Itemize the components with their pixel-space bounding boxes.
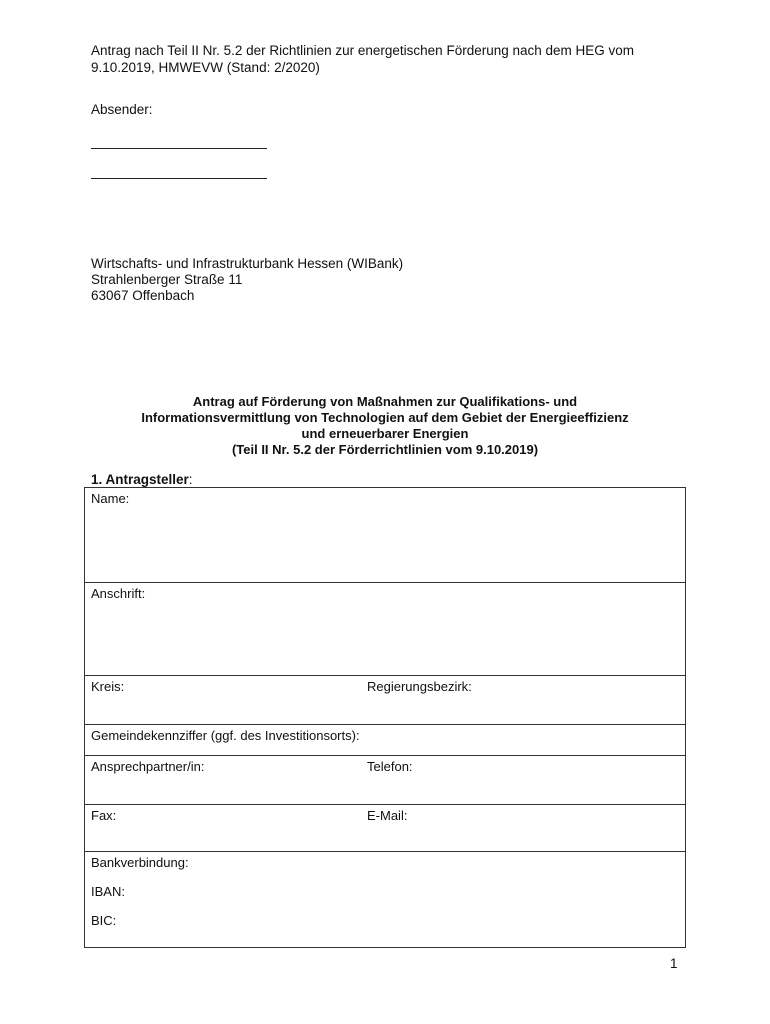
regierungsbezirk-label[interactable]: Regierungsbezirk: (367, 679, 472, 694)
fax-label[interactable]: Fax: (91, 808, 117, 823)
section-heading-text: 1. Antragsteller (91, 472, 189, 487)
ansprechpartner-label[interactable]: Ansprechpartner/in: (91, 759, 205, 774)
section-heading-colon: : (188, 472, 193, 487)
iban-label: IBAN: (91, 884, 125, 899)
anschrift-field[interactable] (85, 583, 686, 676)
absender-line-2[interactable] (91, 178, 267, 179)
ansprechpartner-row (85, 756, 686, 805)
fax-row (85, 805, 686, 852)
title-line-3: und erneuerbarer Energien (301, 426, 469, 441)
recipient-line-1: Wirtschafts- und Infrastrukturbank Hessen (WIBank) (91, 256, 404, 271)
bank-field[interactable] (85, 852, 686, 948)
absender-line-1[interactable] (91, 148, 267, 149)
title-line-1: Antrag auf Förderung von Maßnahmen zur Qualifikations- und (192, 394, 578, 409)
recipient-address (91, 256, 403, 304)
kreis-row (85, 676, 686, 725)
name-field[interactable] (85, 488, 686, 583)
anschrift-label: Anschrift: (91, 586, 146, 601)
header-line-2: 9.10.2019, HMWEVW (Stand: 2/2020) (91, 60, 320, 75)
kreis-label[interactable]: Kreis: (91, 679, 125, 694)
applicant-form (84, 487, 686, 948)
section-heading (91, 472, 193, 487)
bic-label: BIC: (91, 913, 117, 928)
gemeindekennziffer-field[interactable] (85, 725, 686, 756)
gemeindekennziffer-label: Gemeindekennziffer (ggf. des Investitionsorts): (91, 728, 360, 743)
document-title (84, 394, 686, 458)
absender-label: Absender: (91, 102, 153, 117)
bankverbindung-label: Bankverbindung: (91, 855, 189, 870)
name-label: Name: (91, 491, 130, 506)
title-line-2: Informationsvermittlung von Technologien auf dem Gebiet der Energieeffizienz (141, 410, 629, 425)
recipient-line-3: 63067 Offenbach (91, 288, 195, 303)
header-line-1: Antrag nach Teil II Nr. 5.2 der Richtlinien zur energetischen Förderung nach dem HEG vom (91, 43, 635, 58)
telefon-label[interactable]: Telefon: (367, 759, 413, 774)
recipient-line-2: Strahlenberger Straße 11 (91, 272, 243, 287)
document-header (91, 42, 691, 76)
email-label[interactable]: E-Mail: (367, 808, 408, 823)
page-number: 1 (670, 956, 678, 971)
title-line-4: (Teil II Nr. 5.2 der Förderrichtlinien vom 9.10.2019) (231, 442, 539, 457)
